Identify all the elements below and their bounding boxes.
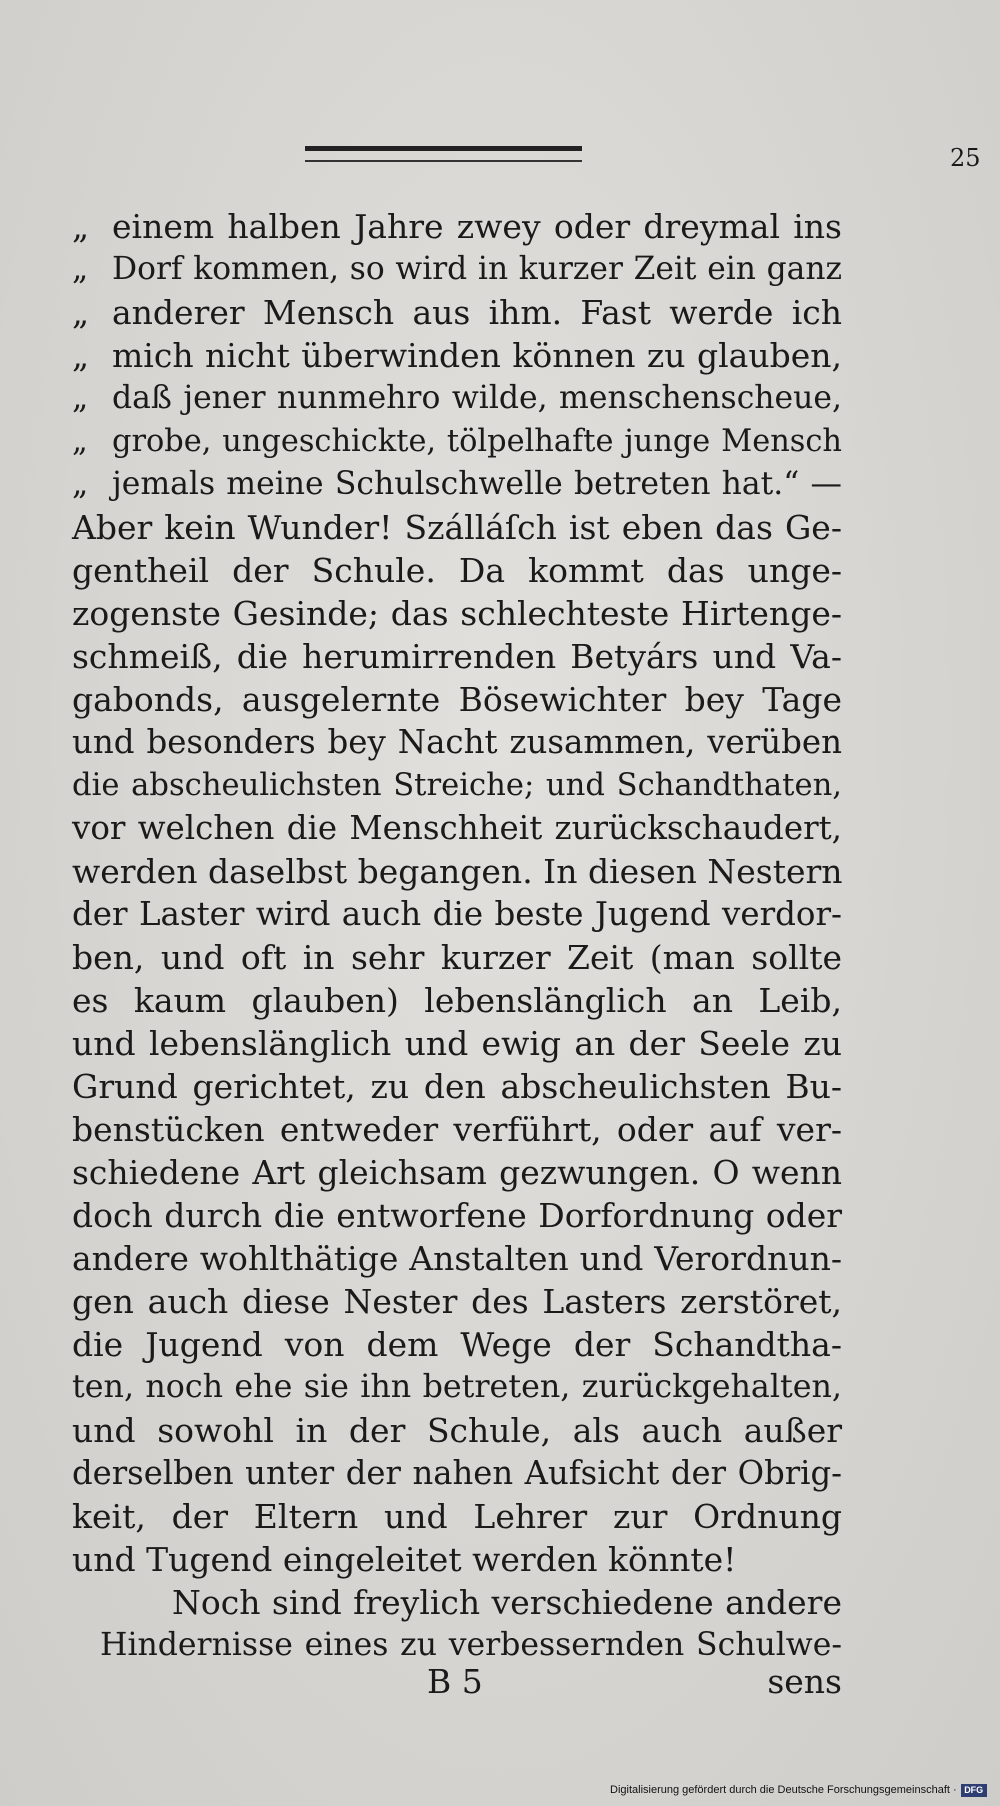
quote-mark: „ xyxy=(72,207,90,246)
text-line xyxy=(72,377,842,420)
digitization-credit xyxy=(610,1783,987,1797)
line-text: mich nicht überwinden können zu glauben, xyxy=(112,336,842,375)
line-text: anderer Mensch aus ihm. Fast werde ich xyxy=(112,293,842,332)
quote-mark: „ xyxy=(72,251,89,287)
catchword: sens xyxy=(767,1662,842,1701)
line-text: einem halben Jahre zwey oder dreymal ins xyxy=(112,207,842,246)
page-footer xyxy=(72,1660,842,1703)
text-line: und besonders bey Nacht zusammen, verüben xyxy=(72,723,842,761)
text-line xyxy=(72,248,842,291)
quote-mark: „ xyxy=(72,466,89,502)
text-line: Grund gerichtet, zu den abscheulichsten Bu- xyxy=(72,1067,842,1106)
quote-mark: „ xyxy=(72,336,90,375)
signature-mark: B 5 xyxy=(427,1662,483,1701)
page-number: 25 xyxy=(950,144,981,172)
text-line xyxy=(72,420,842,463)
text-line: gabonds, ausgelernte Bösewichter bey Tage xyxy=(72,680,842,719)
text-line: es kaum glauben) lebenslänglich an Leib, xyxy=(72,981,842,1020)
text-line: gentheil der Schule. Da kommt das unge- xyxy=(72,551,842,590)
text-line xyxy=(72,334,842,377)
text-line: und sowohl in der Schule, als auch außer xyxy=(72,1411,842,1450)
quote-mark: „ xyxy=(72,293,90,332)
header-rule xyxy=(305,146,582,162)
quote-mark: „ xyxy=(72,424,88,459)
text-line: und Tugend eingeleitet werden könnte! xyxy=(72,1540,737,1579)
line-text: Dorf kommen, so wird in kurzer Zeit ein ganz xyxy=(112,251,842,287)
text-line: ben, und oft in sehr kurzer Zeit (man sollte xyxy=(72,938,842,977)
text-line: ten, noch ehe sie ihn betreten, zurückgehalten, xyxy=(72,1369,842,1405)
text-line xyxy=(72,463,842,506)
text-line: werden daselbst begangen. In diesen Nestern xyxy=(72,852,843,891)
text-line: zogenste Gesinde; das schlechteste Hirtenge- xyxy=(72,594,842,633)
text-line: die abscheulichsten Streiche; und Schandthaten, xyxy=(72,768,842,803)
text-line: schiedene Art gleichsam gezwungen. O wenn xyxy=(72,1153,842,1192)
text-line: der Laster wird auch die beste Jugend verdor- xyxy=(72,895,842,933)
text-line: doch durch die entworfene Dorfordnung oder xyxy=(72,1196,842,1235)
text-line: gen auch diese Nester des Lasters zerstöret, xyxy=(72,1282,842,1321)
text-line: vor welchen die Menschheit zurückschaudert, xyxy=(72,809,842,847)
text-line xyxy=(72,291,842,334)
text-line: Aber kein Wunder! Szálláſch ist eben das Ge- xyxy=(72,508,842,547)
dfg-logo-icon: DFG xyxy=(961,1784,987,1797)
text-line: die Jugend von dem Wege der Schandtha- xyxy=(72,1325,842,1364)
text-line: benstücken entweder verführt, oder auf ver- xyxy=(72,1110,842,1149)
text-line: andere wohlthätige Anstalten und Verordnun- xyxy=(72,1239,842,1278)
text-line: Noch sind freylich verschiedene andere xyxy=(172,1583,842,1622)
text-line: derselben unter der nahen Aufsicht der Obrig- xyxy=(72,1454,842,1492)
quote-mark: „ xyxy=(72,380,89,416)
text-line: schmeiß, die herumirrenden Betyárs und Va- xyxy=(72,637,842,676)
line-text: grobe, ungeschickte, tölpelhafte junge Mensch xyxy=(112,424,842,459)
line-text: jemals meine Schulschwelle betreten hat.“ — xyxy=(112,466,842,502)
credit-text: Digitalisierung gefördert durch die Deutsche Forschungsgemeinschaft · xyxy=(610,1784,957,1796)
text-line: und lebenslänglich und ewig an der Seele zu xyxy=(72,1024,842,1063)
text-line: keit, der Eltern und Lehrer zur Ordnung xyxy=(72,1497,842,1536)
body-text xyxy=(72,205,842,1667)
line-text: daß jener nunmehro wilde, menschenscheue, xyxy=(112,380,842,416)
text-line: Hindernisse eines zu verbessernden Schulwe- xyxy=(100,1627,842,1663)
text-line xyxy=(72,205,842,248)
